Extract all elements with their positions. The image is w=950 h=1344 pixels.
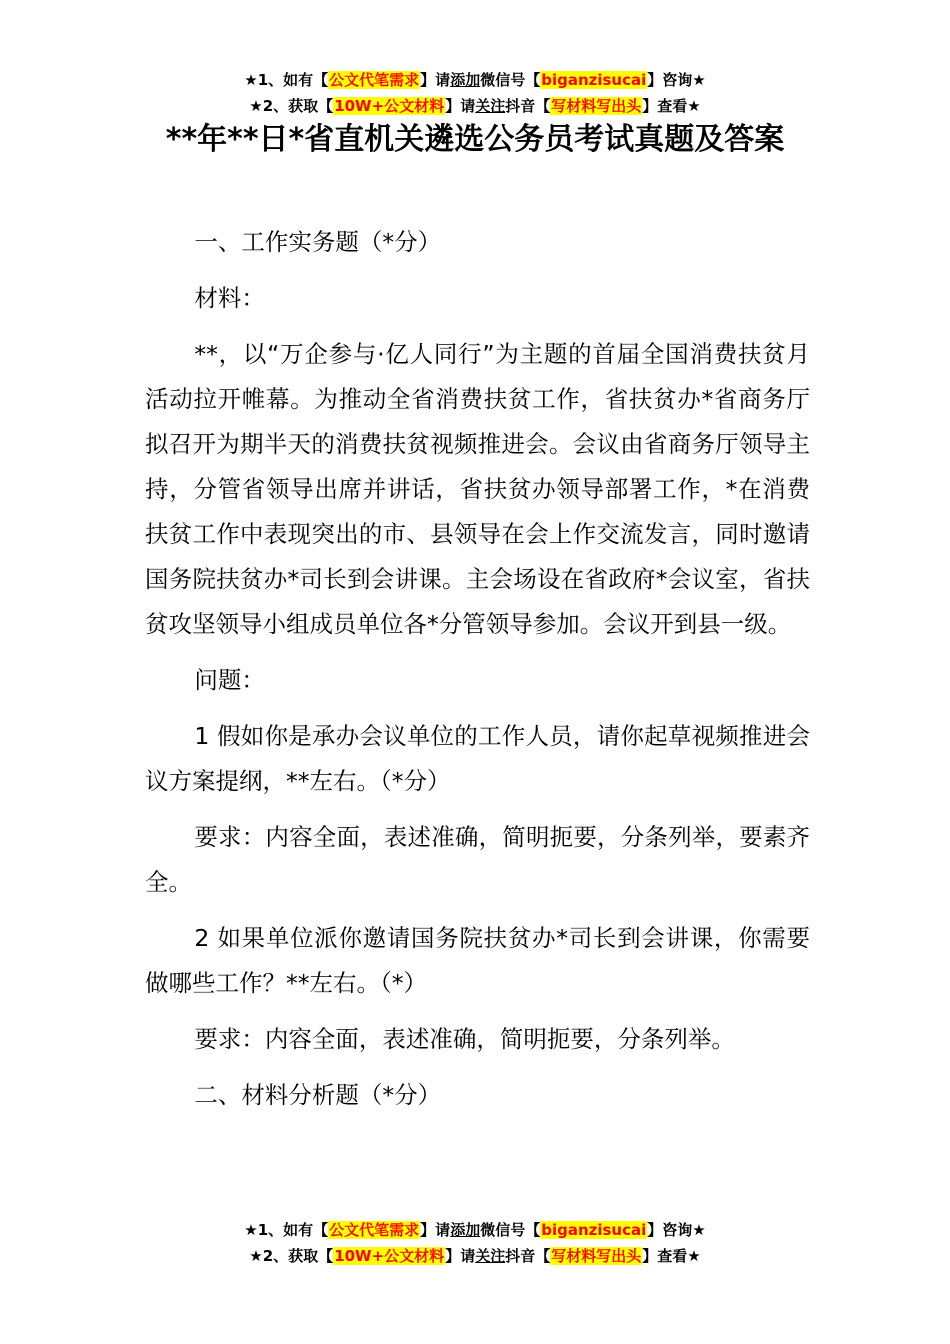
promo-text: 微信号【: [480, 71, 541, 89]
promo-line-2: [0, 93, 950, 119]
promo-highlight: 10W+公文材料: [334, 97, 445, 115]
promo-underline: 添加: [450, 1221, 481, 1239]
question-1: 1 假如你是承办会议单位的工作人员，请你起草视频推进会议方案提纲，**左右。（*分）: [145, 722, 810, 795]
document-title: **年**日*省直机关遴选公务员考试真题及答案: [165, 122, 785, 157]
promo-text: 】请: [420, 1221, 451, 1239]
promo-line-1: [0, 1217, 950, 1243]
section-heading: 二、材料分析题（*分）: [194, 1081, 442, 1109]
promo-wechat-id: biganzisucai: [541, 1221, 647, 1239]
promo-text: 】请: [445, 1247, 476, 1265]
requirement-1: 要求：内容全面，表述准确，简明扼要，分条列举，要素齐全。: [145, 823, 810, 896]
promo-text: ★1、如有【: [244, 71, 329, 89]
promo-highlight: 公文代笔需求: [329, 71, 420, 89]
promo-underline: 关注: [475, 1247, 506, 1265]
promo-text: 微信号【: [480, 1221, 541, 1239]
question-label: 问题：: [194, 666, 265, 694]
promo-douyin-id: 写材料写出头: [551, 97, 642, 115]
promo-text: 抖音【: [505, 97, 551, 115]
promo-text: 】查看★: [642, 1247, 701, 1265]
promo-text: ★1、如有【: [244, 1221, 329, 1239]
promo-underline: 添加: [450, 71, 481, 89]
material-paragraph: **，以“万企参与·亿人同行”为主题的首届全国消费扶贫月活动拉开帷幕。为推动全省消费扶贫工作，省扶贫办*省商务厅拟召开为期半天的消费扶贫视频推进会。会议由省商务厅领导主持，分管省领导出席并讲话，省扶贫办领导部署工作，*在消费扶贫工作中表现突出的市、县领导在会上作交流发言，同时邀请国务院扶贫办*司长到会讲课。主会场设在省政府*会议室，省扶贫攻坚领导小组成员单位各*分管领导参加。会议开到县一级。: [145, 340, 810, 638]
promo-banner-top: [0, 67, 950, 119]
promo-text: 抖音【: [505, 1247, 551, 1265]
question-2: 2 如果单位派你邀请国务院扶贫办*司长到会讲课，你需要做哪些工作？**左右。（*）: [145, 924, 810, 997]
promo-banner-bottom: [0, 1217, 950, 1269]
promo-text: 】请: [420, 71, 451, 89]
section-heading: 一、工作实务题（*分）: [194, 228, 442, 256]
material-label: 材料：: [194, 284, 265, 312]
promo-text: ★2、获取【: [249, 97, 334, 115]
promo-line-2: [0, 1243, 950, 1269]
promo-text: 】查看★: [642, 97, 701, 115]
promo-text: 】请: [445, 97, 476, 115]
promo-highlight: 10W+公文材料: [334, 1247, 445, 1265]
promo-underline: 关注: [475, 97, 506, 115]
promo-text: ★2、获取【: [249, 1247, 334, 1265]
promo-text: 】咨询★: [647, 71, 706, 89]
promo-wechat-id: biganzisucai: [541, 71, 647, 89]
document-body: [145, 220, 810, 1129]
promo-text: 】咨询★: [647, 1221, 706, 1239]
promo-douyin-id: 写材料写出头: [551, 1247, 642, 1265]
requirement-2: 要求：内容全面，表述准确，简明扼要，分条列举。: [194, 1025, 735, 1053]
promo-line-1: [0, 67, 950, 93]
promo-highlight: 公文代笔需求: [329, 1221, 420, 1239]
